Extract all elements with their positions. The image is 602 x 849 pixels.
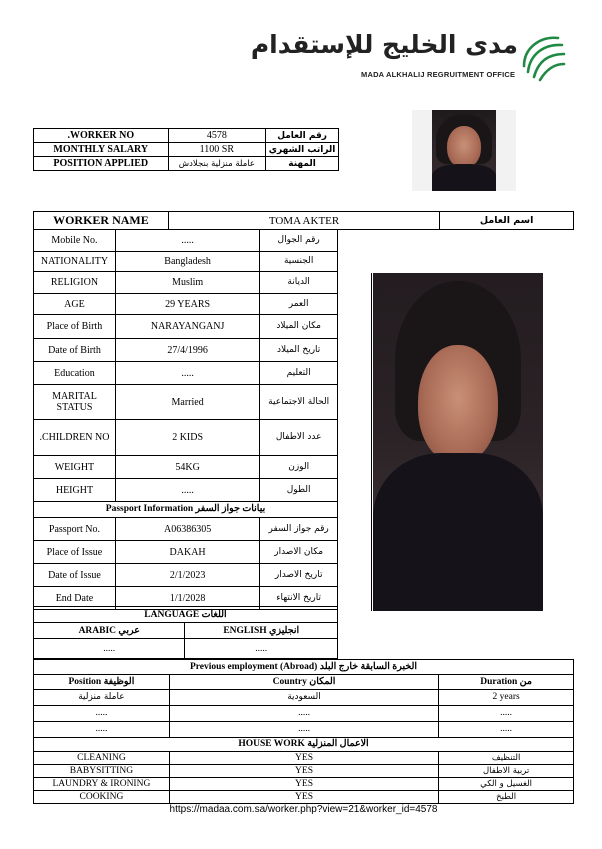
detail-label-en: RELIGION: [34, 272, 116, 294]
employment-heading-row: [34, 660, 574, 675]
employment-header-row: [34, 675, 574, 690]
housework-value: YES: [169, 765, 438, 778]
detail-label-ar: تاريخ الميلاد: [260, 339, 338, 362]
detail-label-ar: الديانة: [260, 272, 338, 294]
housework-label-en: COOKING: [34, 791, 170, 804]
passport-heading: Passport Information بيانات جواز السفر: [34, 502, 338, 518]
detail-label-en: Education: [34, 362, 116, 385]
detail-label-ar: عدد الاطفال: [260, 420, 338, 456]
summary-value: 4578: [168, 129, 266, 143]
employment-duration: .....: [439, 706, 574, 722]
passport-label-en: Passport No.: [34, 518, 116, 541]
language-english-label: ENGLISH انجليزي: [185, 623, 338, 639]
detail-label-en: Place of Birth: [34, 315, 116, 339]
detail-row: [34, 230, 338, 252]
passport-label-ar: تاريخ الانتهاء: [260, 587, 338, 610]
detail-label-ar: الحالة الاجتماعية: [260, 385, 338, 420]
detail-label-en: WEIGHT: [34, 456, 116, 479]
worker-name-label-ar: اسم العامل: [440, 212, 574, 230]
housework-label-ar: التنظيف: [439, 752, 574, 765]
housework-row: [34, 765, 574, 778]
passport-label-ar: رقم جواز السفر: [260, 518, 338, 541]
employment-col-duration: Duration من: [439, 675, 574, 690]
detail-label-ar: العمر: [260, 294, 338, 315]
passport-label-en: Date of Issue: [34, 564, 116, 587]
detail-row: [34, 252, 338, 272]
housework-label-ar: الغسيل و الكي: [439, 778, 574, 791]
detail-row: [34, 272, 338, 294]
detail-value: 27/4/1996: [115, 339, 259, 362]
housework-value: YES: [169, 791, 438, 804]
housework-label-en: CLEANING: [34, 752, 170, 765]
language-heading: LANGUAGE اللغات: [34, 607, 338, 623]
detail-row: [34, 385, 338, 420]
detail-label-en: Date of Birth: [34, 339, 116, 362]
summary-row-salary: [34, 143, 339, 157]
summary-table: [33, 128, 339, 171]
personal-details-table: [33, 229, 338, 610]
housework-row: [34, 752, 574, 765]
detail-label-ar: الوزن: [260, 456, 338, 479]
employment-heading: Previous employment (Abroad) الخبرة السابقة خارج البلد: [34, 660, 574, 675]
worker-name-row: [34, 212, 574, 230]
housework-label-ar: الطبخ: [439, 791, 574, 804]
detail-label-ar: رقم الجوال: [260, 230, 338, 252]
logo-english-text: MADA ALKHALIJ REGRUITMENT OFFICE: [361, 70, 516, 79]
detail-value: 2 KIDS: [115, 420, 259, 456]
employment-housework-table: [33, 659, 574, 804]
summary-label-en: .WORKER NO: [34, 129, 169, 143]
passport-label-ar: مكان الاصدار: [260, 541, 338, 564]
detail-label-en: AGE: [34, 294, 116, 315]
employment-country: .....: [169, 722, 438, 738]
company-logo: [250, 30, 566, 82]
passport-value: 1/1/2028: [115, 587, 259, 610]
detail-value: Married: [115, 385, 259, 420]
employment-row: [34, 706, 574, 722]
employment-duration: 2 years: [439, 690, 574, 706]
detail-label-ar: الجنسية: [260, 252, 338, 272]
language-english-value: .....: [185, 639, 338, 659]
summary-label-ar: رقم العامل: [266, 129, 339, 143]
worker-photo-large: [371, 273, 543, 611]
employment-duration: .....: [439, 722, 574, 738]
passport-row: [34, 541, 338, 564]
detail-value: 54KG: [115, 456, 259, 479]
housework-label-en: BABYSITTING: [34, 765, 170, 778]
summary-value: عاملة منزلية بنجلادش: [168, 157, 266, 171]
language-arabic-value: .....: [34, 639, 185, 659]
housework-row: [34, 791, 574, 804]
worker-name-label-en: WORKER NAME: [34, 212, 169, 230]
summary-label-ar: الراتب الشهري: [266, 143, 339, 157]
housework-value: YES: [169, 778, 438, 791]
detail-label-en: .CHILDREN NO: [34, 420, 116, 456]
detail-row: [34, 420, 338, 456]
summary-value: 1100 SR: [168, 143, 266, 157]
employment-position: عاملة منزلية: [34, 690, 170, 706]
housework-heading-row: [34, 738, 574, 752]
passport-row: [34, 564, 338, 587]
passport-label-en: End Date: [34, 587, 116, 610]
employment-row: [34, 722, 574, 738]
summary-row-position: [34, 157, 339, 171]
employment-row: [34, 690, 574, 706]
detail-value: Bangladesh: [115, 252, 259, 272]
detail-value: Muslim: [115, 272, 259, 294]
detail-row: [34, 362, 338, 385]
summary-label-en: POSITION APPLIED: [34, 157, 169, 171]
language-arabic-label: ARABIC عربي: [34, 623, 185, 639]
housework-label-ar: تربية الاطفال: [439, 765, 574, 778]
worker-name-table: [33, 211, 574, 230]
worker-photo-small: [412, 110, 516, 191]
summary-row-worker-no: [34, 129, 339, 143]
summary-label-ar: المهنة: [266, 157, 339, 171]
passport-value: 2/1/2023: [115, 564, 259, 587]
employment-col-position: Position الوظيفة: [34, 675, 170, 690]
detail-label-en: NATIONALITY: [34, 252, 116, 272]
employment-position: .....: [34, 722, 170, 738]
detail-label-ar: التعليم: [260, 362, 338, 385]
detail-label-en: HEIGHT: [34, 479, 116, 502]
detail-row: [34, 315, 338, 339]
passport-value: A06386305: [115, 518, 259, 541]
housework-label-en: LAUNDRY & IRONING: [34, 778, 170, 791]
summary-label-en: MONTHLY SALARY: [34, 143, 169, 157]
housework-row: [34, 778, 574, 791]
housework-value: YES: [169, 752, 438, 765]
employment-country: السعودية: [169, 690, 438, 706]
language-heading-row: [34, 607, 338, 623]
worker-name-value: TOMA AKTER: [168, 212, 439, 230]
detail-value: .....: [115, 479, 259, 502]
detail-row: [34, 456, 338, 479]
language-table: [33, 606, 338, 659]
detail-value: .....: [115, 362, 259, 385]
logo-arabic-text: مدى الخليج للإستقدام: [250, 30, 518, 59]
detail-label-en: MARITAL STATUS: [34, 385, 116, 420]
detail-value: 29 YEARS: [115, 294, 259, 315]
detail-value: NARAYANGANJ: [115, 315, 259, 339]
detail-label-ar: الطول: [260, 479, 338, 502]
passport-value: DAKAH: [115, 541, 259, 564]
passport-label-en: Place of Issue: [34, 541, 116, 564]
passport-label-ar: تاريخ الاصدار: [260, 564, 338, 587]
employment-position: .....: [34, 706, 170, 722]
detail-row: [34, 339, 338, 362]
language-values-row: [34, 639, 338, 659]
employment-col-country: Country المكان: [169, 675, 438, 690]
worker-url-link[interactable]: https://madaa.com.sa/worker.php?view=21&worker_id=4578: [169, 804, 438, 815]
employment-country: .....: [169, 706, 438, 722]
logo-globe-icon: [518, 32, 566, 82]
detail-value: .....: [115, 230, 259, 252]
language-labels-row: [34, 623, 338, 639]
detail-label-en: Mobile No.: [34, 230, 116, 252]
passport-heading-row: [34, 502, 338, 518]
passport-row: [34, 518, 338, 541]
detail-row: [34, 294, 338, 315]
housework-heading: HOUSE WORK الاعمال المنزلية: [34, 738, 574, 752]
detail-row: [34, 479, 338, 502]
detail-label-ar: مكان الميلاد: [260, 315, 338, 339]
